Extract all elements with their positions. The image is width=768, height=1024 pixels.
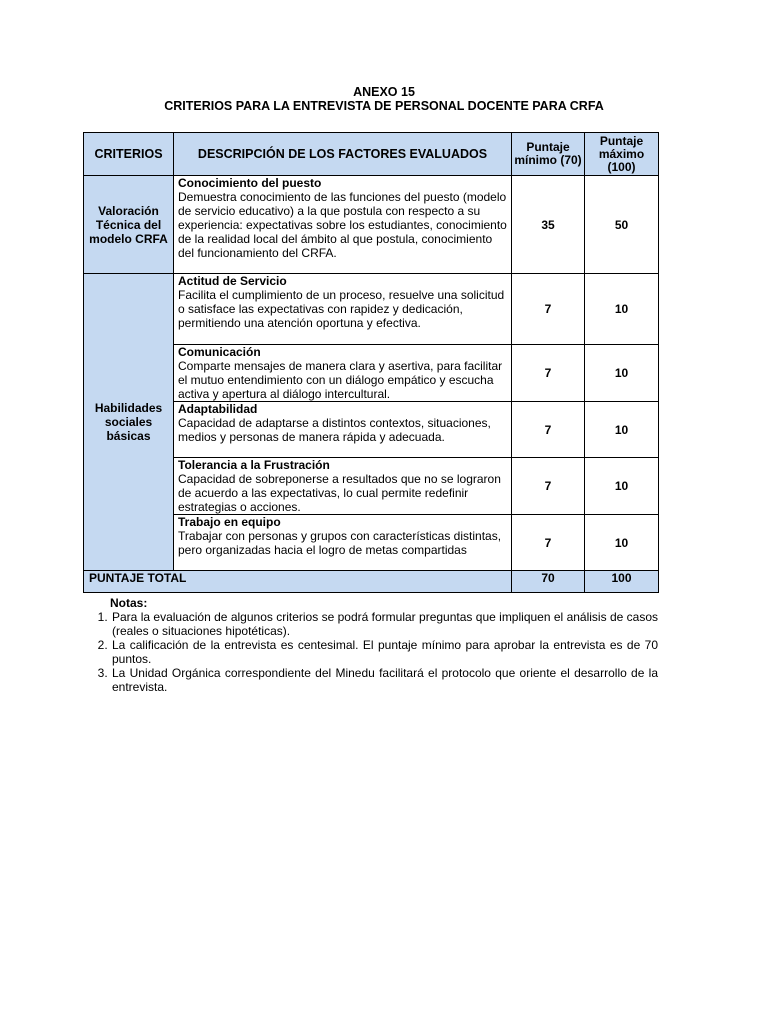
header-puntaje-maximo: Puntaje máximo (100) — [585, 133, 659, 176]
factor-description: Capacidad de adaptarse a distintos contextos, situaciones, medios y personas de manera rápida y adecuada. — [178, 416, 491, 444]
criterion-valoracion-tecnica: Valoración Técnica del modelo CRFA — [84, 176, 174, 274]
factor-title: Adaptabilidad — [178, 402, 258, 416]
factor-cell — [174, 458, 512, 515]
factor-title: Actitud de Servicio — [178, 274, 287, 288]
factor-title: Trabajo en equipo — [178, 515, 281, 529]
document-title: CRITERIOS PARA LA ENTREVISTA DE PERSONAL DOCENTE PARA CRFA — [164, 99, 604, 113]
factor-cell — [174, 402, 512, 458]
score-max: 10 — [585, 458, 659, 515]
factor-description: Capacidad de sobreponerse a resultados que no se lograron de acuerdo a las expectativas, lo cual permite redefinir estrategias o acciones. — [178, 472, 501, 514]
total-min: 70 — [512, 571, 585, 593]
score-max: 10 — [585, 274, 659, 345]
note-item: 3. La Unidad Orgánica correspondiente del Minedu facilitará el protocolo que oriente el desarrollo de la entrevista. — [111, 666, 658, 694]
criteria-table — [83, 132, 659, 593]
score-max: 10 — [585, 402, 659, 458]
table-header-row — [84, 133, 659, 176]
factor-description: Demuestra conocimiento de las funciones del puesto (modelo de servicio educativo) a la que postula con respecto a su experiencia: expectativas sobre los estudiantes, conocimiento de la realidad local del ámbito al que postula, conocimiento del funcionamiento del CRFA. — [178, 190, 507, 260]
factor-description: Facilita el cumplimiento de un proceso, resuelve una solicitud o satisface las expectativas con rapidez y dedicación, permitiendo una atención oportuna y efectiva. — [178, 288, 505, 330]
table-row — [84, 176, 659, 274]
factor-title: Tolerancia a la Frustración — [178, 458, 330, 472]
factor-cell — [174, 274, 512, 345]
header-descripcion: DESCRIPCIÓN DE LOS FACTORES EVALUADOS — [174, 133, 512, 176]
header-puntaje-minimo: Puntaje mínimo (70) — [512, 133, 585, 176]
score-min: 35 — [512, 176, 585, 274]
factor-cell — [174, 176, 512, 274]
factor-cell — [174, 515, 512, 571]
factor-description: Comparte mensajes de manera clara y asertiva, para facilitar el mutuo entendimiento con un diálogo empático y escucha activa y apertura al diálogo intercultural. — [178, 359, 503, 401]
notes-section — [90, 596, 658, 694]
note-item: 1. Para la evaluación de algunos criterios se podrá formular preguntas que impliquen el análisis de casos (reales o situaciones hipotéticas). — [111, 610, 658, 638]
total-row — [84, 571, 659, 593]
score-min: 7 — [512, 515, 585, 571]
total-label: PUNTAJE TOTAL — [84, 571, 512, 593]
notes-title: Notas: — [110, 596, 148, 610]
table-row — [84, 274, 659, 345]
score-min: 7 — [512, 402, 585, 458]
header-criterios: CRITERIOS — [84, 133, 174, 176]
factor-description: Trabajar con personas y grupos con características distintas, pero organizadas hacia el logro de metas compartidas — [178, 529, 502, 557]
criterion-habilidades-sociales: Habilidades sociales básicas — [84, 274, 174, 571]
score-min: 7 — [512, 345, 585, 402]
annex-number: ANEXO 15 — [353, 85, 415, 99]
score-max: 10 — [585, 345, 659, 402]
factor-title: Conocimiento del puesto — [178, 176, 322, 190]
notes-list — [90, 610, 658, 694]
note-item: 2. La calificación de la entrevista es centesimal. El puntaje mínimo para aprobar la entrevista es de 70 puntos. — [111, 638, 658, 666]
score-max: 10 — [585, 515, 659, 571]
total-max: 100 — [585, 571, 659, 593]
score-min: 7 — [512, 274, 585, 345]
score-max: 50 — [585, 176, 659, 274]
factor-title: Comunicación — [178, 345, 261, 359]
factor-cell — [174, 345, 512, 402]
score-min: 7 — [512, 458, 585, 515]
